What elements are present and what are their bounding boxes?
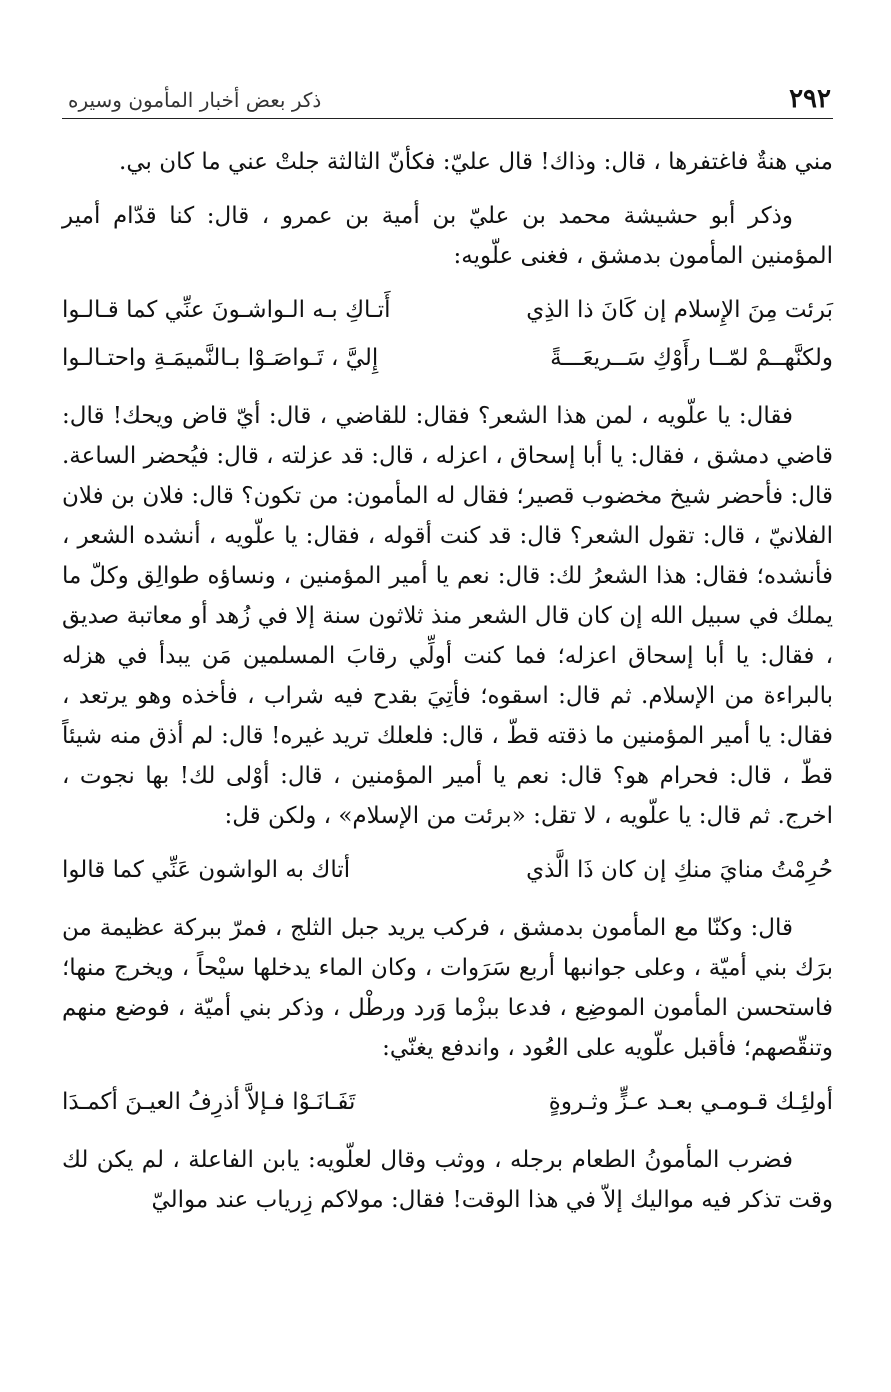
paragraph-3: فقال: يا علّويه ، لمن هذا الشعر؟ فقال: للقاضي ، قال: أيّ قاض ويحك! قال: قاضي دمشق ، فقال: يا أبا إسحاق ، اعزله ، قال: قد عزلته ، قال: فيُحضر الساعة. قال: فأحضر شيخ مخضوب قصير؛ فقال له المأمون: من تكون؟ قال: فلان بن فلان الفلانيّ ، قال: تقول الشعر؟ قال: قد كنت أقوله ، فقال: يا علّويه ، أنشده الشعر ، فأنشده؛ فقال: هذا الشعرُ لك: قال: نعم يا أمير المؤمنين ، ونساؤه طوالِق وكلّ ما يملك في سبيل الله إن كان قال الشعر منذ ثلاثون سنة إلا في زُهد أو معاتبة صديق ، فقال: يا أبا إسحاق اعزله؛ فما كنت أولِّي رقابَ المسلمين مَن يبدأ في هزله بالبراءة من الإسلام. ثم قال: اسقوه؛ فأتِيَ بقدح فيه شراب ، فأخذه وهو يرتعد ، فقال: يا أمير المؤمنين ما ذقته قطّ ، قال: فلعلك تريد غيره! قال: لم أذق منه شيئاً قطّ ، قال: فحرام هو؟ قال: نعم يا أمير المؤمنين ، قال: أوْلى لك! بها نجوت ، اخرج. ثم قال: يا علّويه ، لا تقل: «برئت من الإسلام» ، ولكن قل:: [62, 403, 833, 829]
verse-line-1: [62, 286, 833, 334]
verse-line-2: [62, 334, 833, 382]
verse-4-first-hemistich: أولئِـك قـومـي بعـد عـزٍّ وثـروةٍ: [548, 1089, 833, 1115]
paragraph-5: فضرب المأمونُ الطعام برجله ، ووثب وقال لعلّويه: يابن الفاعلة ، لم يكن لك وقت تذكر فيه مواليك إلاّ في هذا الوقت! فقال: مولاكم زِرياب عند مواليّ: [62, 1147, 833, 1213]
verse-2-second-hemistich: إِليَّ ، تَـواصَـوْا بـالنَّميمَـةِ واحتـالـوا: [62, 345, 379, 371]
paragraph-1: مني هنةٌ فاغتفرها ، قال: وذاك! قال عليّ: فكأنّ الثالثة جلتْ عني ما كان بي.: [119, 149, 833, 175]
verse-1-second-hemistich: أَتـاكِ بـه الـواشـونَ عنِّي كما قـالـوا: [62, 297, 391, 323]
verse-2-first-hemistich: ولكنَّهــمْ لمّــا رأَوْكِ سَــريعَـــةً: [550, 345, 833, 371]
verse-3-second-hemistich: أتاك به الواشون عَنِّي كما قالوا: [62, 857, 351, 883]
body-text: [62, 142, 833, 1220]
page-number: ٢٩٢: [789, 84, 831, 114]
verse-line-4: [62, 1078, 833, 1126]
running-header: [62, 84, 833, 119]
paragraph-2: وذكر أبو حشيشة محمد بن عليّ بن أمية بن عمرو ، قال: كنا قدّام أمير المؤمنين المأمون بدمشق ، فغنى علّويه:: [62, 203, 833, 269]
verse-line-3: [62, 846, 833, 894]
verse-4-second-hemistich: تَفَـانَـوْا فـإلاَّ أذرِفُ العيـنَ أكمـدَا: [62, 1089, 356, 1115]
verse-3-first-hemistich: حُرِمْتُ منايَ منكِ إن كان ذَا الَّذي: [526, 857, 833, 883]
running-title: ذكر بعض أخبار المأمون وسيره: [68, 88, 322, 112]
verse-1-first-hemistich: بَرئت مِنَ الإِسلام إن كَانَ ذا الذِي: [526, 297, 833, 323]
paragraph-4: قال: وكنّا مع المأمون بدمشق ، فركب يريد جبل الثلج ، فمرّ ببركة عظيمة من برَك بني أميّة ، وعلى جوانبها أربع سَرَوات ، وكان الماء يدخلها سيْحاً ، ويخرج منها؛ فاستحسن المأمون الموضِع ، فدعا ببزْما وَرد ورطْل ، وذكر بني أميّة ، فوضع منهم وتنقّصهم؛ فأقبل علّويه على العُود ، واندفع يغنّي:: [62, 915, 834, 1061]
